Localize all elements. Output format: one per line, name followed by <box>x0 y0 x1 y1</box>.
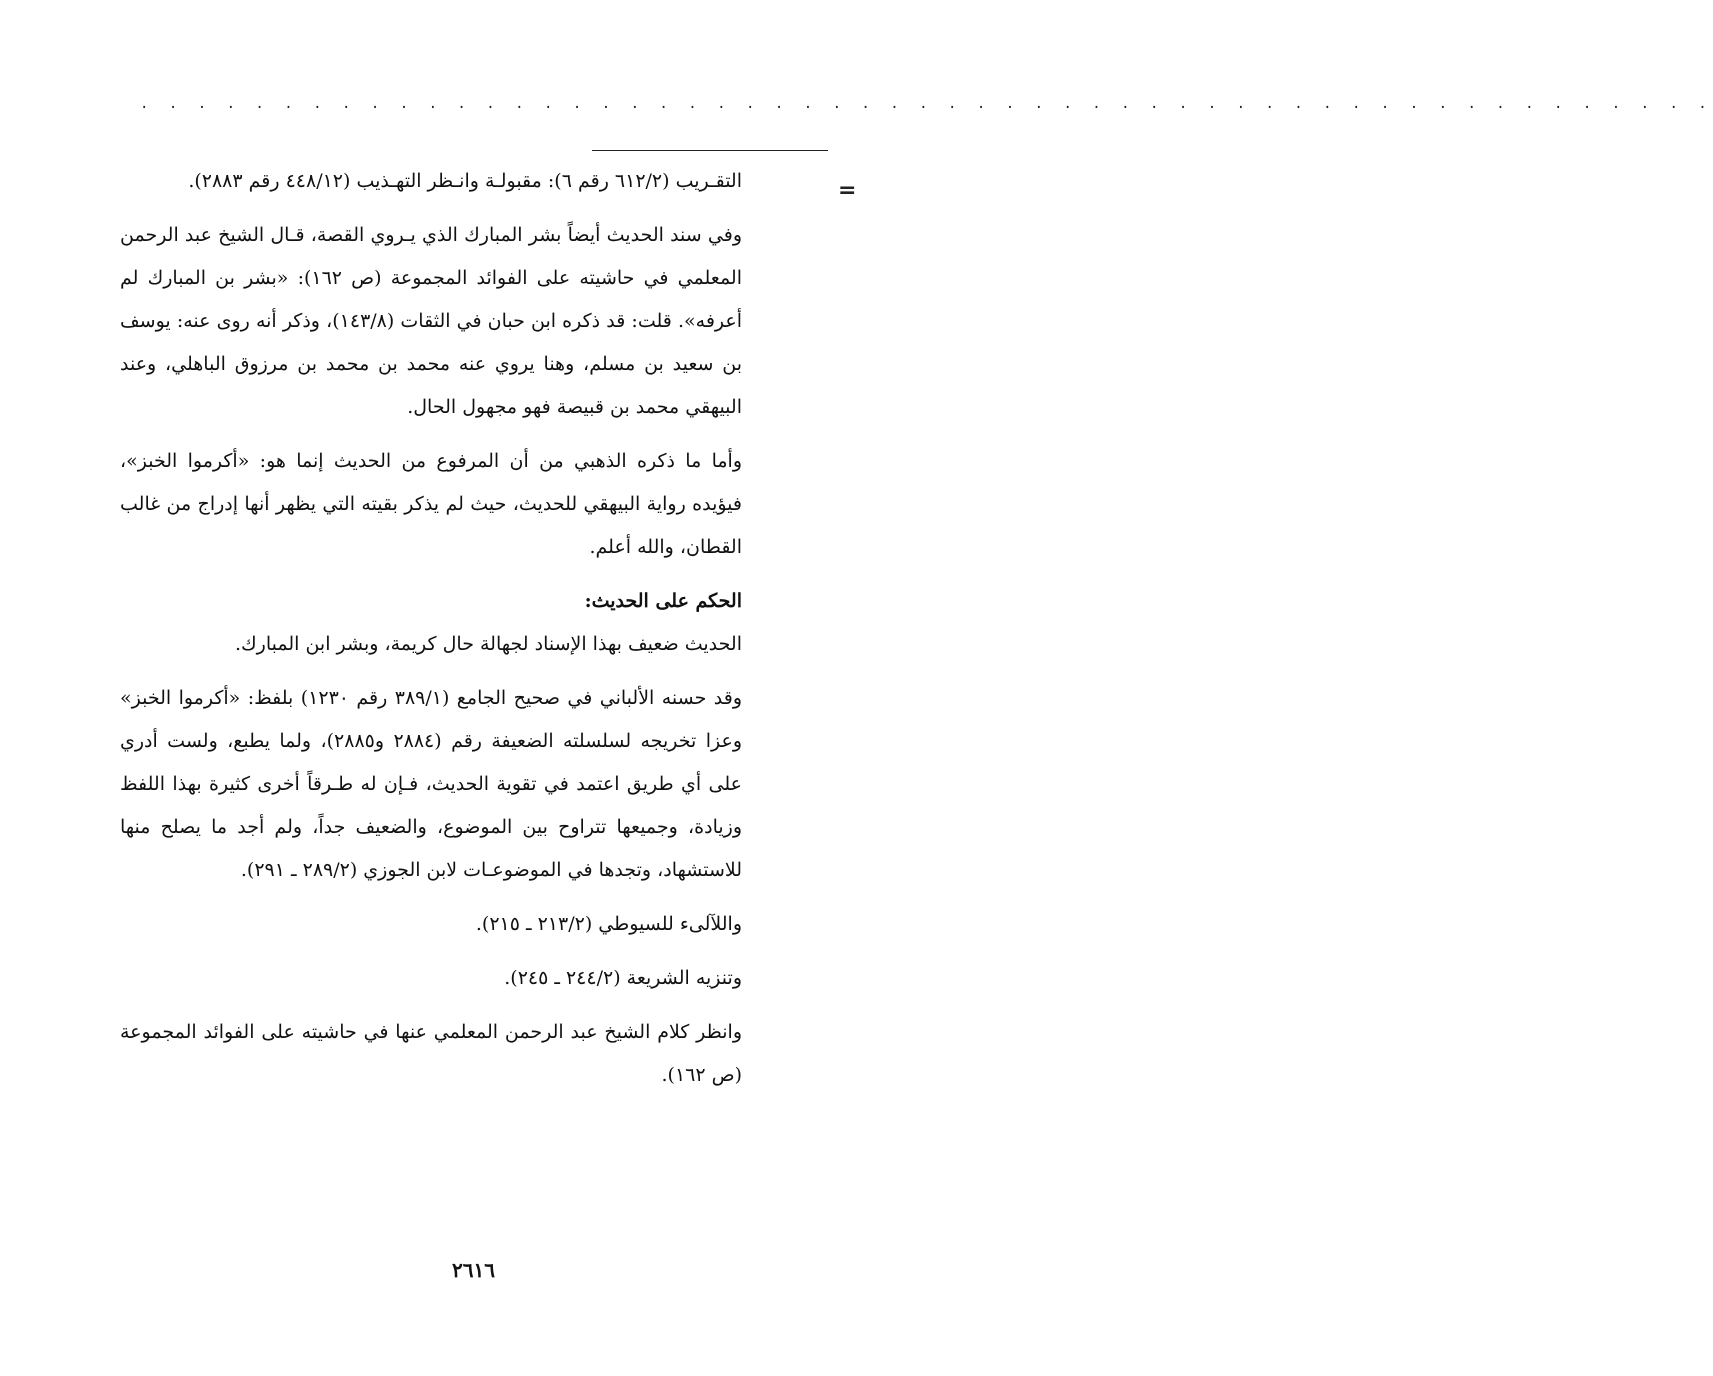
paragraph-taqrib: التقـريب (٦١٢/٢ رقم ٦): مقبولـة وانـظر التهـذيب (٤٤٨/١٢ رقم ٢٨٨٣). <box>188 170 742 192</box>
footnote-rule <box>592 150 828 151</box>
page-body <box>120 160 742 1108</box>
paragraph-tanzih: وتنزيه الشريعة (٢٤٤/٢ ـ ٢٤٥). <box>504 967 742 989</box>
paragraph-dhahabi: وأما ما ذكره الذهبي من أن المرفوع من الحديث إنما هو: «أكرموا الخبز»، فيؤيده رواية البيهقي للحديث، حيث لم يذكر بقيته التي يظهر أنها إدراج من غالب القطان، والله أعلم. <box>120 450 742 558</box>
page-number: ٢٦١٦ <box>452 1258 495 1282</box>
paragraph-albani: وقد حسنه الألباني في صحيح الجامع (٣٨٩/١ رقم ١٢٣٠) بلفظ: «أكرموا الخبز» وعزا تخريجه لسلسلته الضعيفة رقم (٢٨٨٤ و٢٨٨٥)، ولما يطبع، ولست أدري على أي طريق اعتمد في تقوية الحديث، فـإن له طـرقاً أخرى كثيرة بهذا اللفظ وزيادة، وجميعها تتراوح بين الموضوع، والضعيف جداً، ولم أجد ما يصلح منها للاستشهاد، وتجدها في الموضوعـات لابن الجوزي (٢٨٩/٢ ـ ٢٩١). <box>120 687 742 881</box>
paragraph-ruling: الحديث ضعيف بهذا الإسناد لجهالة حال كريمة، وبشر ابن المبارك. <box>234 633 742 655</box>
section-heading: الحكم على الحديث: <box>584 590 742 612</box>
paragraph-suyuti: واللآلىء للسيوطي (٢١٣/٢ ـ ٢١٥). <box>475 913 742 935</box>
separator-dots: . . . . . . . . . . . . . . . . . . . . . . . . . . . . . . . . . . . . . . . . . . . . . . . . . . . . . . . <box>140 96 1713 112</box>
paragraph-muallimi: وانظر كلام الشيخ عبد الرحمن المعلمي عنها في حاشيته على الفوائد المجموعة (ص ١٦٢). <box>120 1021 742 1086</box>
continuation-marker: = <box>838 178 857 203</box>
paragraph-bishr: وفي سند الحديث أيضاً بشر المبارك الذي يـروي القصة، قـال الشيخ عبد الرحمن المعلمي في حاشيته على الفوائد المجموعة (ص ١٦٢): «بشر بن المبارك لم أعرفه». قلت: قد ذكره ابن حبان في الثقات (١٤٣/٨)، وذكر أنه روى عنه: يوسف بن سعيد بن مسلم، وهنا يروي عنه محمد بن محمد بن مرزوق الباهلي، وعند البيهقي محمد بن قبيصة فهو مجهول الحال. <box>120 224 743 418</box>
